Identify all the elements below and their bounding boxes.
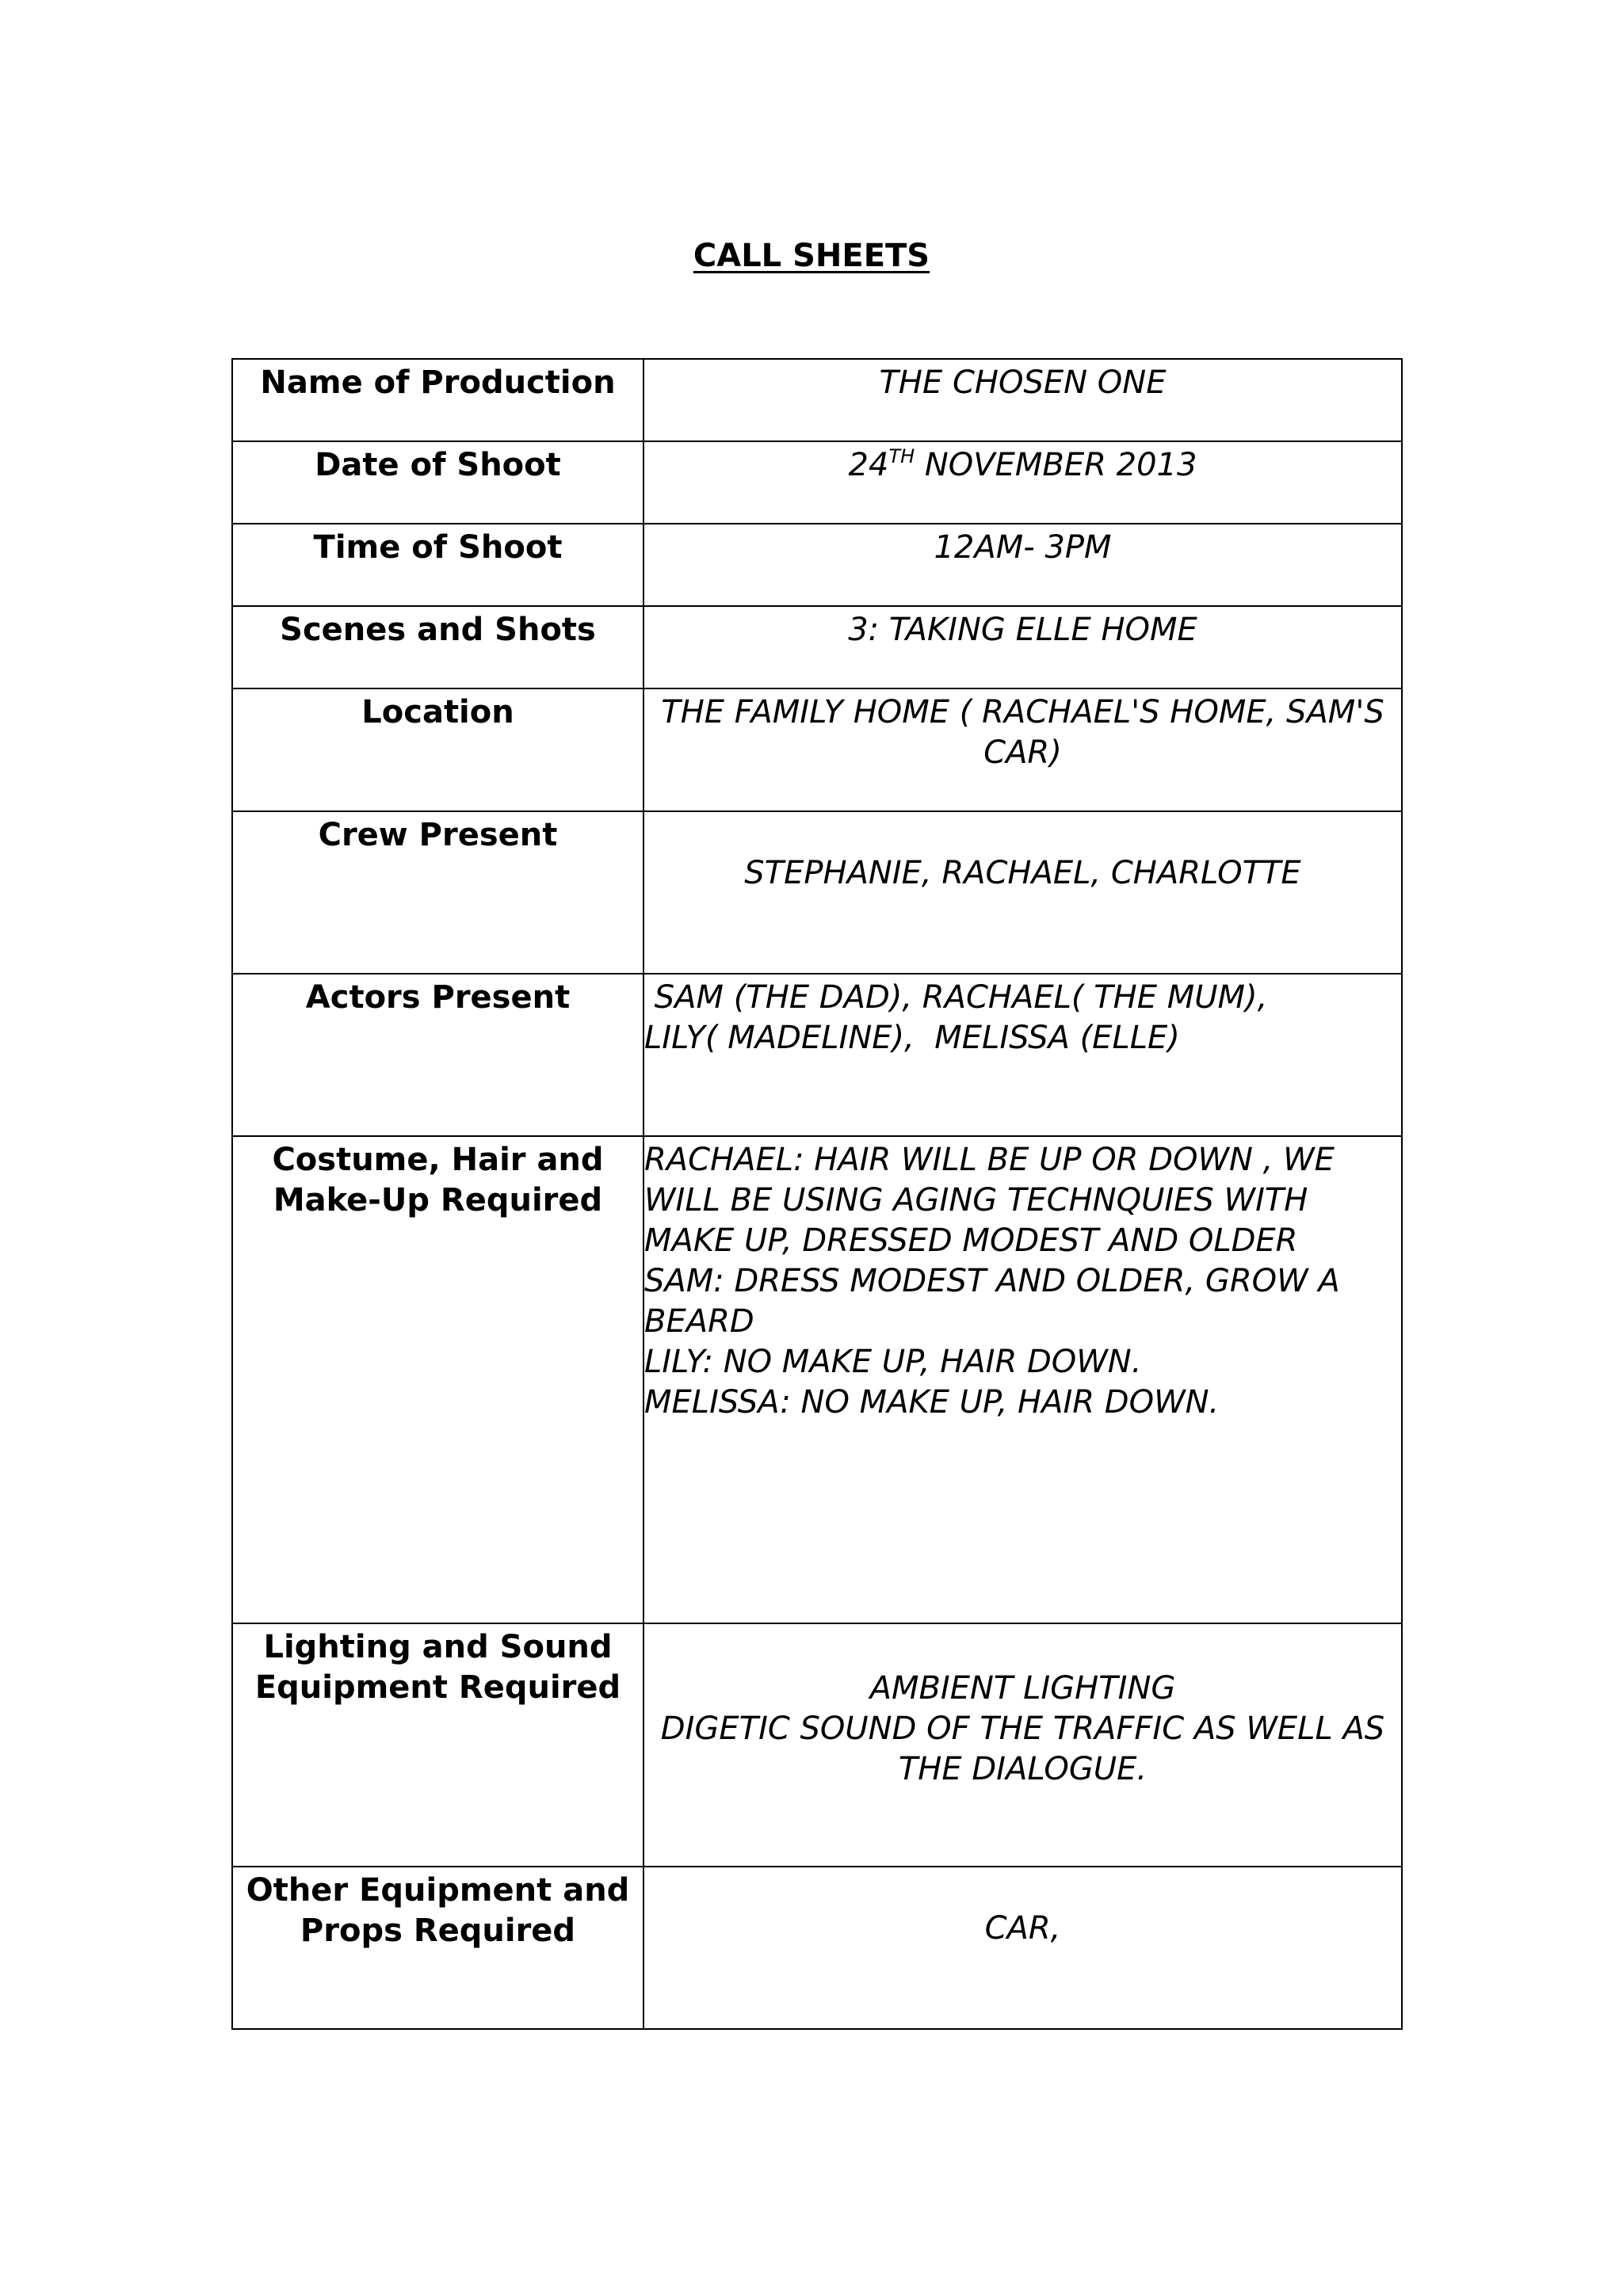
row-value-time [643,524,1402,606]
table-row [232,441,1402,524]
label-line: Equipment Required [254,1669,621,1706]
value-line: CAR, [984,1910,1061,1947]
table-row [232,1136,1402,1623]
row-label-scenes: Scenes and Shots [232,606,643,688]
row-value-production [643,359,1402,441]
table-row [232,359,1402,441]
value-line: AMBIENT LIGHTING [869,1670,1176,1707]
value-line: SAM (THE DAD), RACHAEL( THE MUM), [644,979,1268,1016]
value-line: RACHAEL: HAIR WILL BE UP OR DOWN , WE [644,1142,1335,1178]
row-value-date [643,441,1402,524]
value-line: 12AM- 3PM [934,529,1112,566]
row-label-crew: Crew Present [232,811,643,974]
call-sheet-table [231,358,1403,2030]
value-line: WILL BE USING AGING TECHNQUIES WITH [644,1182,1308,1219]
row-label-location: Location [232,688,643,811]
row-value-crew [643,811,1402,974]
value-line: THE FAMILY HOME ( RACHAEL'S HOME, SAM'S [661,694,1384,730]
value-line: LILY: NO MAKE UP, HAIR DOWN. [644,1344,1142,1380]
label-line: Lighting and Sound [263,1629,613,1665]
page-title: CALL SHEETS [693,238,930,274]
row-label-lighting [232,1623,643,1867]
label-line: Costume, Hair and [272,1142,604,1178]
value-line: 3: TAKING ELLE HOME [848,612,1197,648]
value-line: CAR) [983,734,1062,771]
row-label-actors: Actors Present [232,974,643,1136]
table-row [232,811,1402,974]
date-month-year: NOVEMBER 2013 [915,447,1197,483]
label-line: Props Required [300,1913,576,1949]
value-line: LILY( MADELINE), MELISSA (ELLE) [644,1020,1180,1056]
table-row [232,1867,1402,2029]
value-line: THE CHOSEN ONE [879,364,1167,401]
row-value-lighting [643,1623,1402,1867]
row-label-production: Name of Production [232,359,643,441]
value-line: BEARD [644,1303,754,1340]
row-label-date: Date of Shoot [232,441,643,524]
row-value-costume [643,1136,1402,1623]
value-line: STEPHANIE, RACHAEL, CHARLOTTE [744,855,1301,891]
value-line: MAKE UP, DRESSED MODEST AND OLDER [644,1222,1298,1259]
table-row [232,974,1402,1136]
row-value-props [643,1867,1402,2029]
value-line: MELISSA: NO MAKE UP, HAIR DOWN. [644,1384,1220,1421]
value-line: SAM: DRESS MODEST AND OLDER, GROW A [644,1263,1340,1299]
row-label-time: Time of Shoot [232,524,643,606]
date-day: 24 [848,447,889,483]
date-ordinal-suffix: TH [888,445,915,467]
row-label-costume [232,1136,643,1623]
table-row [232,1623,1402,1867]
row-value-actors [643,974,1402,1136]
label-line: Other Equipment and [246,1872,630,1909]
row-value-location [643,688,1402,811]
table-row [232,606,1402,688]
label-line: Make-Up Required [273,1182,603,1219]
table-row [232,524,1402,606]
row-value-scenes [643,606,1402,688]
row-label-props [232,1867,643,2029]
table-row [232,688,1402,811]
value-line: DIGETIC SOUND OF THE TRAFFIC AS WELL AS [660,1711,1385,1747]
value-line: THE DIALOGUE. [898,1751,1148,1787]
